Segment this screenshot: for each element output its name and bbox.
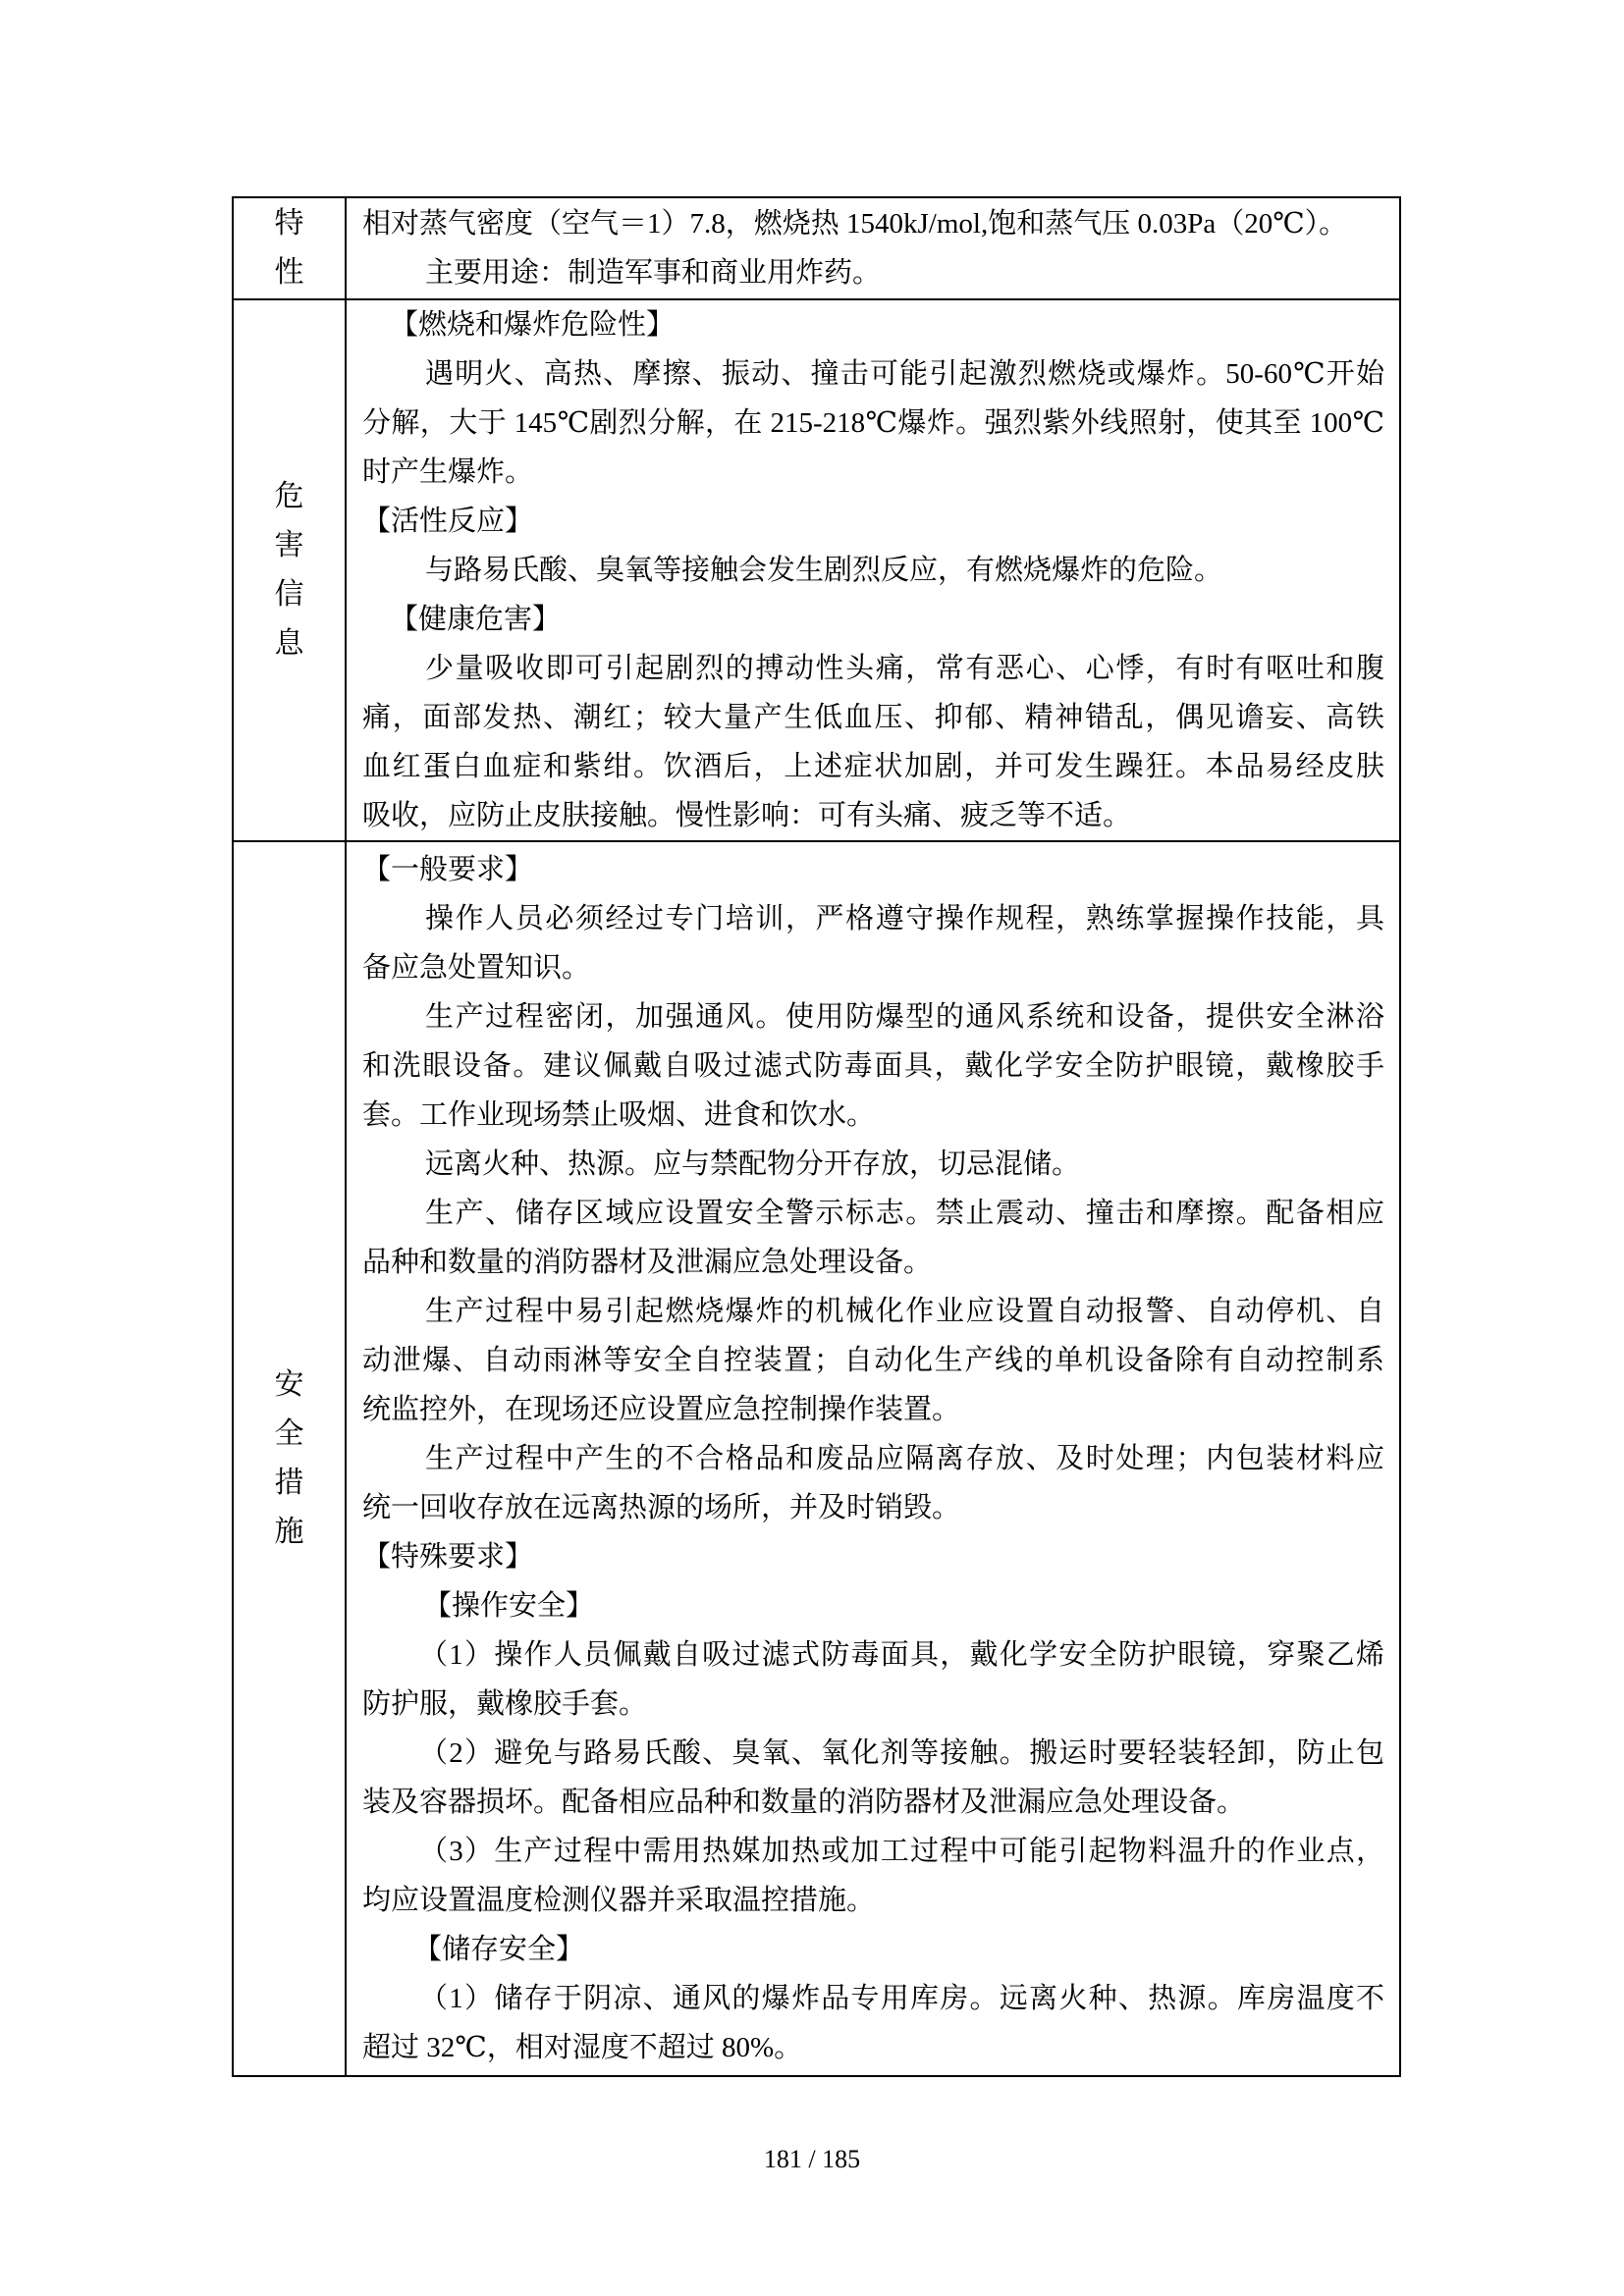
text-line: 防护服，戴橡胶手套。 [362, 1687, 648, 1720]
text-line: 生产过程密闭，加强通风。使用防爆型的通风系统和设备，提供安全淋浴 [425, 1000, 1384, 1033]
text-line: 分解，大于 145℃剧烈分解，在 215-218℃爆炸。强烈紫外线照射，使其至 100℃ [362, 406, 1384, 439]
subheading-line: 【操作安全】 [423, 1589, 595, 1622]
text-line: 操作人员必须经过专门培训，严格遵守操作规程，熟练掌握操作技能，具 [425, 902, 1384, 934]
text-line: 统一回收存放在远离热源的场所，并及时销毁。 [362, 1491, 961, 1523]
text-line: 遇明火、高热、摩擦、振动、撞击可能引起激烈燃烧或爆炸。50-60℃开始 [425, 357, 1384, 390]
info-table [232, 196, 1401, 2077]
subheading-line: 【特殊要求】 [362, 1540, 534, 1573]
text-line: 备应急处置知识。 [362, 951, 591, 984]
text-line: 统监控外，在现场还应设置应急控制操作装置。 [362, 1393, 961, 1425]
row-safety-measures [234, 840, 1399, 2076]
subheading-line: 【一般要求】 [362, 853, 534, 885]
row-content [347, 842, 1399, 2076]
row-label [234, 842, 347, 2076]
row-label-text: 安全措施 [274, 1367, 304, 1548]
text-line: 主要用途：制造军事和商业用炸药。 [425, 256, 882, 289]
text-line: （2）避免与路易氏酸、臭氧、氧化剂等接触。搬运时要轻装轻卸，防止包 [419, 1736, 1384, 1769]
text-line: 与路易氏酸、臭氧等接触会发生剧烈反应，有燃烧爆炸的危险。 [425, 554, 1223, 586]
text-line: （1）储存于阴凉、通风的爆炸品专用库房。远离火种、热源。库房温度不 [419, 1982, 1384, 2014]
text-line: 少量吸收即可引起剧烈的搏动性头痛，常有恶心、心悸，有时有呕吐和腹 [425, 652, 1384, 684]
row-content [347, 300, 1399, 840]
row-hazard-info [234, 298, 1399, 840]
text-line: （1）操作人员佩戴自吸过滤式防毒面具，戴化学安全防护眼镜，穿聚乙烯 [419, 1638, 1384, 1671]
text-line: 生产过程中产生的不合格品和废品应隔离存放、及时处理；内包装材料应 [425, 1442, 1384, 1474]
subheading-line: 【储存安全】 [413, 1933, 585, 1965]
text-line: 相对蒸气密度（空气＝1）7.8，燃烧热 1540kJ/mol,饱和蒸气压 0.03Pa（20℃）。 [362, 207, 1348, 240]
text-line: 时产生爆炸。 [362, 455, 534, 488]
row-label [234, 300, 347, 840]
subheading-line: 【活性反应】 [362, 505, 534, 537]
text-line: 套。工作业现场禁止吸烟、进食和饮水。 [362, 1098, 876, 1131]
text-line: 吸收，应防止皮肤接触。慢性影响：可有头痛、疲乏等不适。 [362, 799, 1132, 831]
text-line: 装及容器损坏。配备相应品种和数量的消防器材及泄漏应急处理设备。 [362, 1786, 1246, 1818]
text-line: 动泄爆、自动雨淋等安全自控装置；自动化生产线的单机设备除有自动控制系 [362, 1344, 1384, 1376]
text-line: 生产、储存区域应设置安全警示标志。禁止震动、撞击和摩擦。配备相应 [425, 1197, 1384, 1229]
text-line: （3）生产过程中需用热媒加热或加工过程中可能引起物料温升的作业点， [419, 1835, 1384, 1867]
text-line: 均应设置温度检测仪器并采取温控措施。 [362, 1884, 876, 1916]
row-label [234, 198, 347, 298]
row-label-text: 危害信息 [274, 479, 304, 660]
subheading-line: 【燃烧和爆炸危险性】 [390, 308, 676, 341]
text-line: 血红蛋白血症和紫绀。饮酒后，上述症状加剧，并可发生躁狂。本品易经皮肤 [362, 750, 1384, 782]
row-content [347, 198, 1399, 298]
row-properties [234, 198, 1399, 298]
text-line: 和洗眼设备。建议佩戴自吸过滤式防毒面具，戴化学安全防护眼镜，戴橡胶手 [362, 1049, 1384, 1082]
subheading-line: 【健康危害】 [390, 603, 562, 635]
text-line: 超过 32℃，相对湿度不超过 80%。 [362, 2031, 803, 2063]
text-line: 品种和数量的消防器材及泄漏应急处理设备。 [362, 1246, 933, 1278]
text-line: 痛，面部发热、潮红；较大量产生低血压、抑郁、精神错乱，偶见谵妄、高铁 [362, 701, 1384, 733]
page-number: 181 / 185 [763, 2145, 861, 2173]
text-line: 远离火种、热源。应与禁配物分开存放，切忌混储。 [425, 1148, 1081, 1180]
text-line: 生产过程中易引起燃烧爆炸的机械化作业应设置自动报警、自动停机、自 [425, 1295, 1384, 1327]
row-label-text: 特性 [274, 206, 304, 289]
